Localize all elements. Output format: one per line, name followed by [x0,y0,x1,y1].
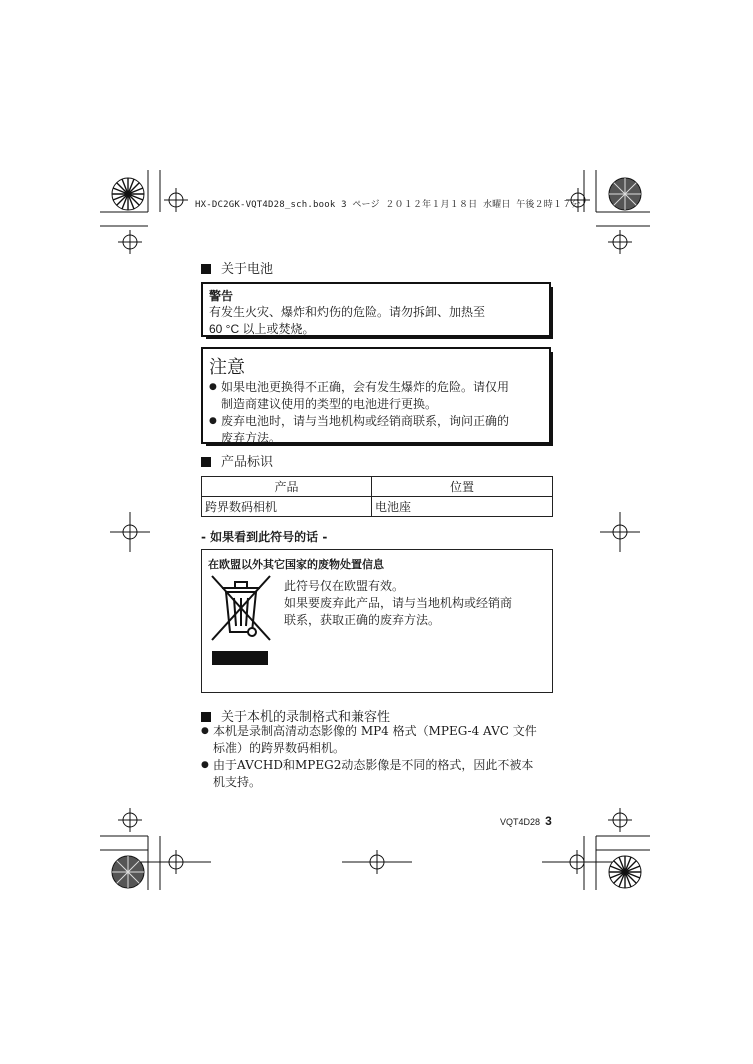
section-title-text: 关于本机的录制格式和兼容性 [221,710,391,725]
registration-target-icon [542,850,612,874]
caution-item [209,413,543,447]
starburst-bottom-left-icon [111,855,145,889]
crossed-out-bin-icon [210,574,272,642]
page-number: 3 [545,814,552,828]
table-header-cell: 位置 [372,477,553,497]
caution-item-line: 废弃方法。 [221,431,282,445]
disposal-line: 此符号仅在欧盟有效。 [284,579,405,593]
disposal-info-box [201,549,553,693]
registration-target-icon [110,512,150,552]
warning-box [201,282,551,337]
registration-target-icon [608,230,632,254]
document-code: VQT4D28 [500,817,541,827]
starburst-top-left-icon [111,177,145,211]
starburst-top-right-icon [608,177,642,211]
table-cell: 电池座 [372,497,553,517]
section-title-text: 关于电池 [221,262,274,277]
format-item-line: 标准）的跨界数码相机。 [213,741,346,755]
starburst-bottom-right-icon [608,855,642,889]
symbol-subtitle: - 如果看到此符号的话 - [201,530,328,544]
format-item-line: 机支持。 [213,775,262,789]
format-item-line: ● 由于AVCHD和MPEG2动态影像是不同的格式，因此不被本 [213,758,534,772]
registration-target-icon [118,808,142,832]
caution-heading: 注意 [209,357,245,378]
running-head: HX-DC2GK-VQT4D28_sch.book 3 ページ ２０１２年１月１８日 水曜日 午後２時１７分 [195,200,581,210]
solid-bar-icon [212,651,268,665]
square-bullet-icon [201,264,211,274]
caution-item-line: ● 如果电池更换得不正确，会有发生爆炸的危险。请仅用 [221,380,510,394]
disposal-line: 联系，获取正确的废弃方法。 [284,613,441,627]
table-header-cell: 产品 [202,477,372,497]
warning-heading: 警告 [209,289,234,303]
registration-target-icon [141,850,211,874]
table-row [202,497,553,517]
registration-target-icon [164,188,188,212]
section-title-text: 产品标识 [221,455,274,470]
registration-target-icon [118,230,142,254]
square-bullet-icon [201,457,211,467]
table-cell: 跨界数码相机 [202,497,372,517]
warning-text-line: 有发生火灾、爆炸和灼伤的危险。请勿拆卸、加热至 [209,305,486,319]
format-item [201,757,557,791]
caution-item-line: ● 废弃电池时，请与当地机构或经销商联系，询问正确的 [221,414,510,428]
caution-item [209,379,543,413]
registration-target-icon [600,512,640,552]
product-id-table [201,476,553,517]
section-title-battery [201,258,273,277]
disposal-text [284,578,512,629]
format-item [201,723,557,757]
disposal-line: 如果要废弃此产品，请与当地机构或经销商 [284,596,513,610]
registration-target-icon [342,850,412,874]
caution-box [201,347,551,444]
table-header-row [202,477,553,497]
registration-target-icon [608,808,632,832]
warning-text-line: 60 °C 以上或焚烧。 [209,322,315,336]
format-list [201,723,557,791]
disposal-heading: 在欧盟以外其它国家的废物处置信息 [208,558,384,571]
caution-item-line: 制造商建议使用的类型的电池进行更换。 [221,397,438,411]
section-title-product-id [201,451,273,470]
page-footer [500,810,552,829]
format-item-line: ● 本机是录制高清动态影像的 MP4 格式（MPEG-4 AVC 文件 [213,724,537,738]
square-bullet-icon [201,712,211,722]
